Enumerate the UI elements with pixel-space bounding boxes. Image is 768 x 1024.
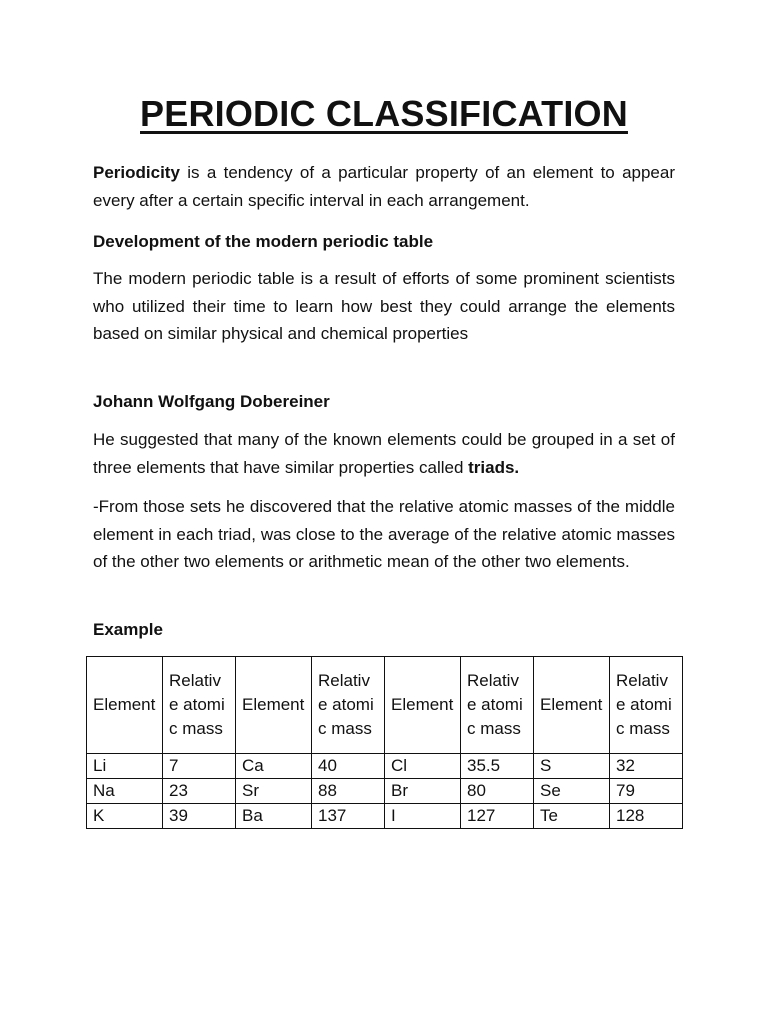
triads-table [86,656,683,829]
table-cell: 40 [312,754,385,779]
table-cell: 7 [163,754,236,779]
table-cell: 80 [461,779,534,804]
header-cell: Element [534,657,610,754]
table-cell: 137 [312,804,385,829]
table-cell: Ba [236,804,312,829]
triads-term: triads. [468,457,520,477]
table-cell: 127 [461,804,534,829]
table-cell: I [385,804,461,829]
header-cell: Relative atomic mass [461,657,534,754]
table-cell: 79 [610,779,683,804]
atomic-mass-paragraph: -From those sets he discovered that the relative atomic masses of the middle element in each triad, was close to the average of the relative atomic masses of the other two elements or arithmetic mean of the other two elements. [93,497,675,571]
table-cell: 88 [312,779,385,804]
development-heading: Development of the modern periodic table [93,232,434,251]
table-cell: Sr [236,779,312,804]
table-cell: Ca [236,754,312,779]
table-cell: 32 [610,754,683,779]
table-cell: Br [385,779,461,804]
development-paragraph: The modern periodic table is a result of efforts of some prominent scientists who utilized their time to learn how best they could arrange the elements based on similar physical and chemical properties [93,269,675,343]
periodicity-definition: is a tendency of a particular property of an element to appear every after a certain specific interval in each arrangement. [93,163,675,210]
table-cell: 35.5 [461,754,534,779]
table-cell: K [87,804,163,829]
table-cell: Li [87,754,163,779]
triads-text: He suggested that many of the known elements could be grouped in a set of three elements that have similar properties called [93,430,675,477]
table-header-row [87,657,683,754]
periodicity-term: Periodicity [93,163,180,182]
header-cell: Element [385,657,461,754]
table-row [87,804,683,829]
header-cell: Element [236,657,312,754]
header-cell: Relative atomic mass [312,657,385,754]
table-row [87,754,683,779]
header-cell: Element [87,657,163,754]
table-cell: 39 [163,804,236,829]
dobereiner-heading: Johann Wolfgang Dobereiner [93,392,330,411]
triads-paragraph [93,426,675,481]
header-cell: Relative atomic mass [163,657,236,754]
periodicity-paragraph [93,159,675,214]
example-heading: Example [93,620,163,639]
table-cell: 128 [610,804,683,829]
table-cell: 23 [163,779,236,804]
table-cell: Cl [385,754,461,779]
table-cell: Te [534,804,610,829]
header-cell: Relative atomic mass [610,657,683,754]
table-cell: S [534,754,610,779]
table-cell: Na [87,779,163,804]
table-cell: Se [534,779,610,804]
page-title: PERIODIC CLASSIFICATION [140,93,628,134]
table-row [87,779,683,804]
